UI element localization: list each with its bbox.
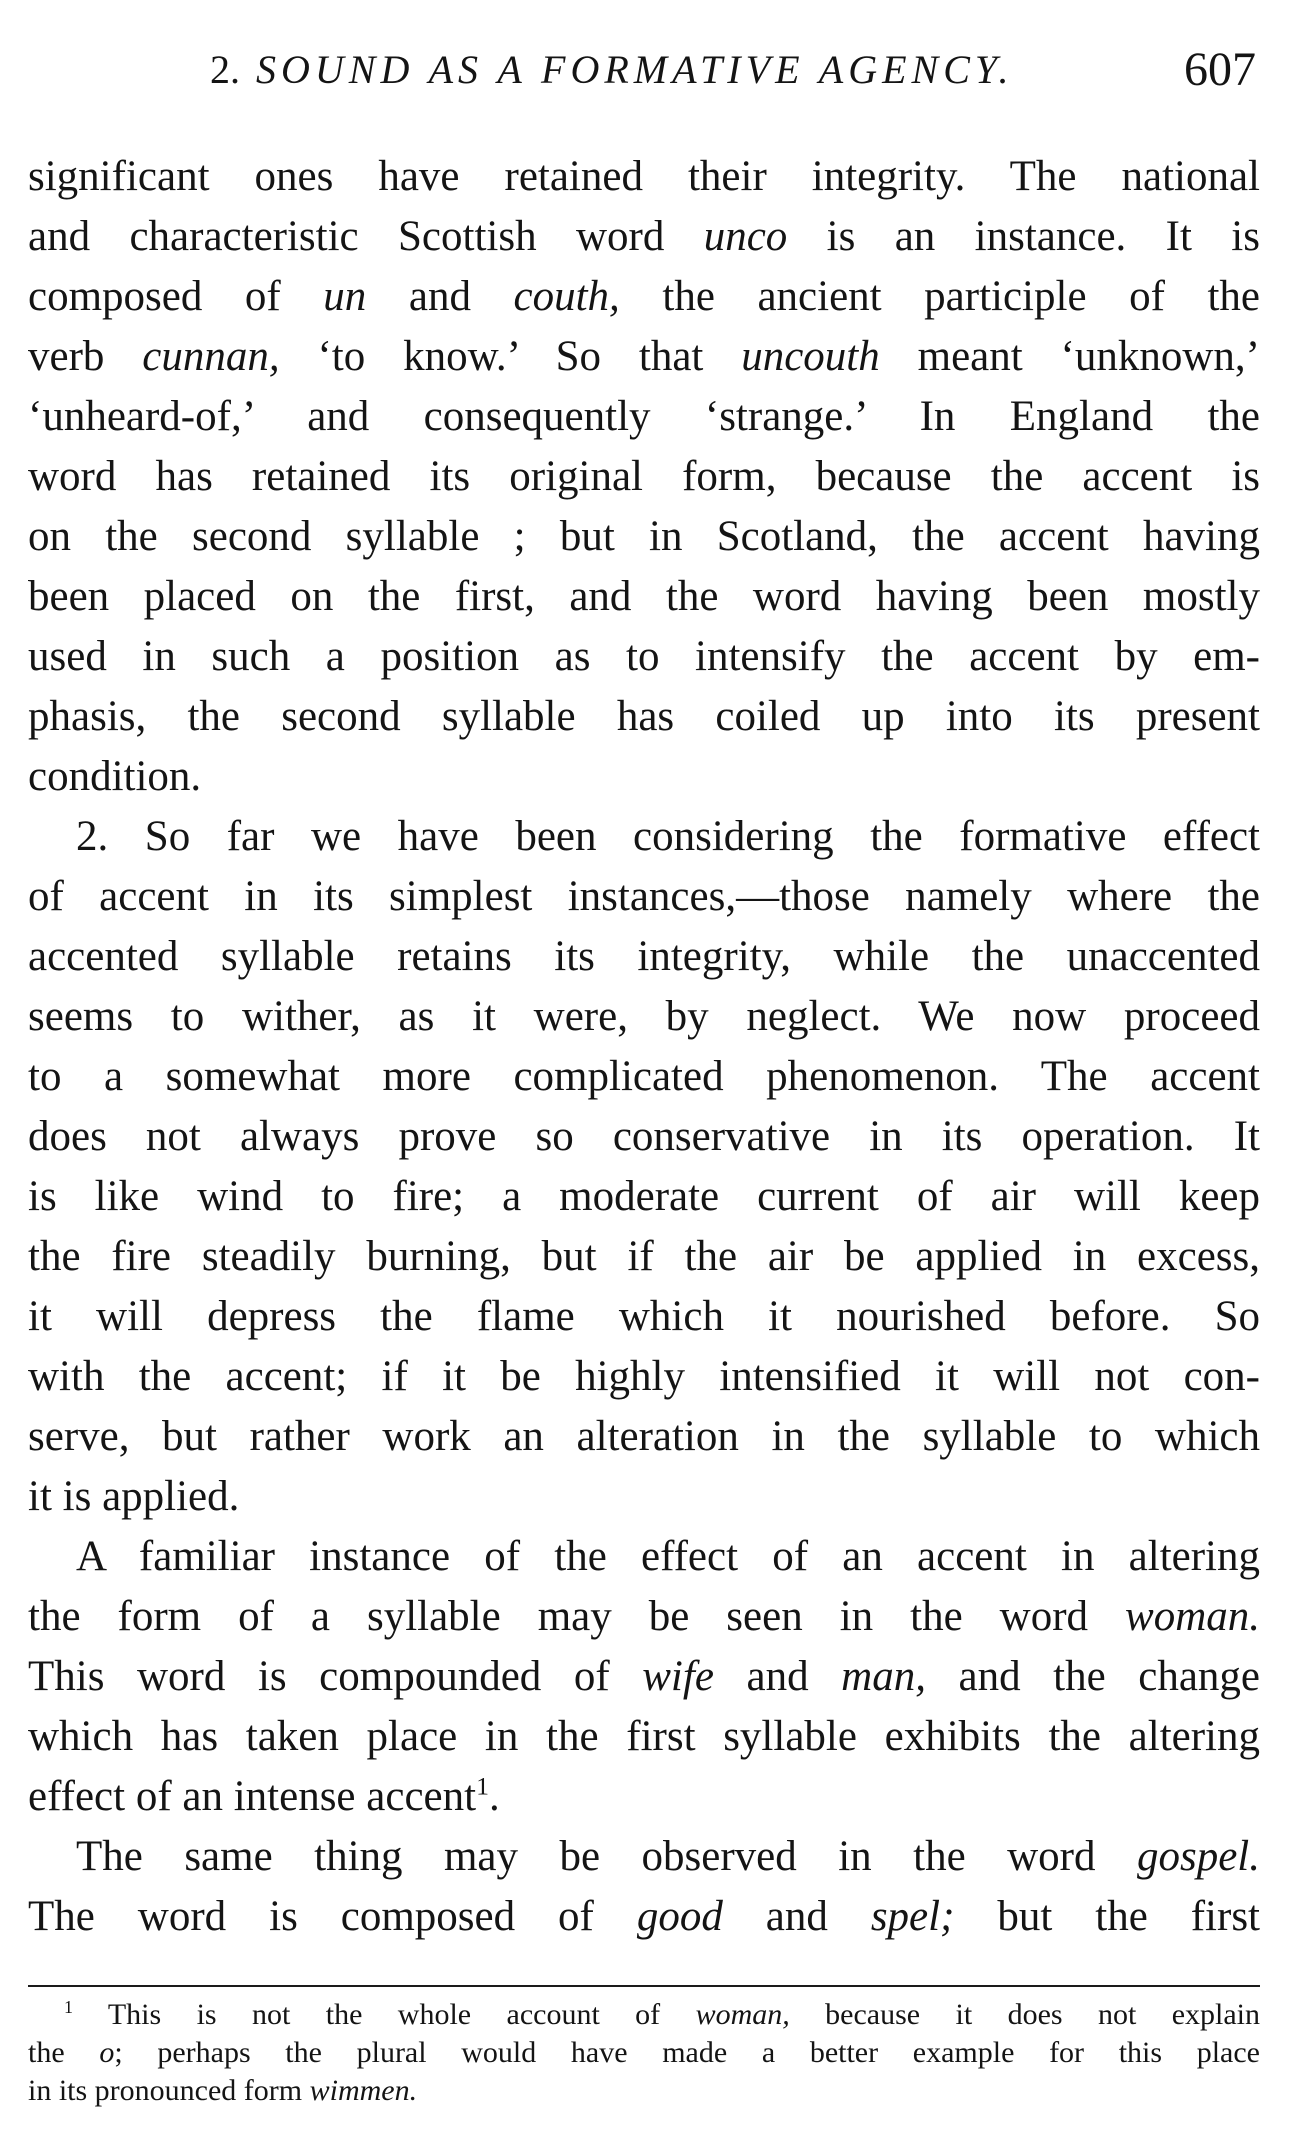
paragraph-end-line: it is applied. [28, 1473, 240, 1520]
text-line: and characteristic Scottish word unco is an instance. It is [28, 213, 1260, 260]
text-line: does not always prove so conservative in its operation. It [28, 1113, 1260, 1160]
running-head [28, 42, 1260, 102]
text-line: accented syllable retains its integrity, while the unaccented [28, 933, 1260, 980]
text-line: with the accent; if it be highly intensified it will not con- [28, 1353, 1260, 1400]
text-line: ‘unheard-of,’ and consequently ‘strange.’ In England the [28, 393, 1260, 440]
text-line: phasis, the second syllable has coiled up into its present [28, 693, 1260, 740]
paragraph-start-line: 2. So far we have been considering the formative effect [76, 813, 1260, 860]
text-line: seems to wither, as it were, by neglect. We now proceed [28, 993, 1260, 1040]
footnote-marker: 1 [64, 1997, 73, 2017]
section-number: 2. [210, 47, 240, 92]
text-line: serve, but rather work an alteration in the syllable to which [28, 1413, 1260, 1460]
footnote-line: $^1$ This is not the whole account of woman, because it does not explain [64, 1997, 1260, 2031]
paragraph-start-line: A familiar instance of the effect of an accent in altering [76, 1533, 1260, 1580]
running-title [210, 46, 1013, 93]
footnote-line: the o; perhaps the plural would have made a better example for this place [28, 2036, 1261, 2069]
text-line: is like wind to fire; a moderate current of air will keep [28, 1173, 1260, 1220]
text-line: the form of a syllable may be seen in the word woman. [28, 1593, 1260, 1640]
paragraph-end-line: condition. [28, 753, 202, 800]
text-line: been placed on the first, and the word having been mostly [28, 573, 1260, 620]
paragraph-end-line: effect of an intense accent$^1$. [28, 1771, 500, 1820]
body-text [28, 147, 1260, 1947]
text-line: The word is composed of good and spel; but the first [28, 1893, 1260, 1940]
text-line: significant ones have retained their integrity. The national [28, 153, 1260, 200]
section-title: SOUND AS A FORMATIVE AGENCY. [256, 47, 1014, 92]
footnote-divider [28, 1985, 1260, 1987]
text-line: of accent in its simplest instances,—those namely where the [28, 873, 1260, 920]
paragraph-start-line: The same thing may be observed in the word gospel. [76, 1833, 1260, 1880]
text-line: used in such a position as to intensify the accent by em- [28, 633, 1260, 680]
text-line: on the second syllable ; but in Scotland, the accent having [28, 513, 1260, 560]
text-line: which has taken place in the first syllable exhibits the altering [28, 1713, 1260, 1760]
page-number: 607 [1184, 43, 1256, 96]
footnote-reference[interactable]: 1 [476, 1771, 489, 1801]
text-line: verb cunnan, ‘to know.’ So that uncouth meant ‘unknown,’ [28, 333, 1260, 380]
text-line: word has retained its original form, because the accent is [28, 453, 1260, 500]
footnote [28, 1996, 1260, 2110]
footnote-line: in its pronounced form wimmen. [28, 2074, 418, 2107]
text-line: This word is compounded of wife and man, and the change [28, 1653, 1261, 1700]
text-line: it will depress the flame which it nourished before. So [28, 1293, 1260, 1340]
text-line: composed of un and couth, the ancient participle of the [28, 273, 1261, 320]
text-line: to a somewhat more complicated phenomenon. The accent [28, 1053, 1260, 1100]
text-line: the fire steadily burning, but if the air be applied in excess, [28, 1233, 1260, 1280]
